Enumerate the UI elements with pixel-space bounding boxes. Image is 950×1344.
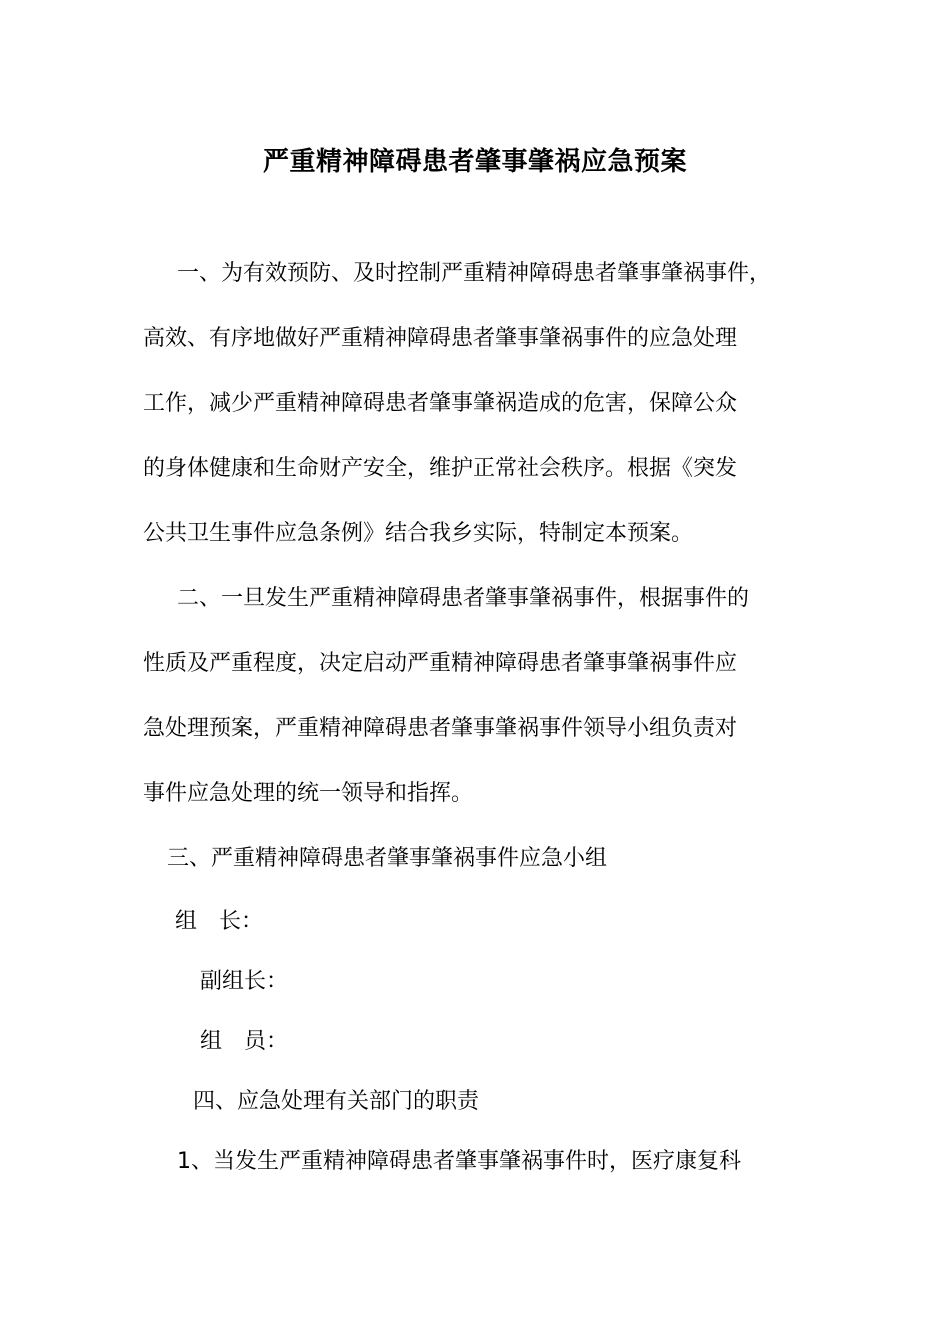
deputy-leader-label: 副组长： — [200, 969, 289, 994]
paragraph-1-line-3: 工作，减少严重精神障碍患者肇事肇祸造成的危害，保障公众 — [143, 391, 738, 416]
section-3-heading: 三、严重精神障碍患者肇事肇祸事件应急小组 — [167, 846, 608, 871]
paragraph-1-line-5: 公共卫生事件应急条例》结合我乡实际，特制定本预案。 — [143, 521, 694, 546]
paragraph-1-line-2: 高效、有序地做好严重精神障碍患者肇事肇祸事件的应急处理 — [143, 326, 738, 351]
paragraph-2-line-4: 事件应急处理的统一领导和指挥。 — [143, 781, 474, 806]
document-title: 严重精神障碍患者肇事肇祸应急预案 — [262, 147, 687, 177]
group-leader-label: 组 长： — [175, 909, 264, 934]
section-4-heading: 四、应急处理有关部门的职责 — [193, 1089, 480, 1114]
group-member-label: 组 员： — [200, 1029, 289, 1054]
section-4-item-1: 1、当发生严重精神障碍患者肇事肇祸事件时，医疗康复科 — [177, 1149, 741, 1174]
paragraph-2-line-1: 二、一旦发生严重精神障碍患者肇事肇祸事件，根据事件的 — [177, 586, 750, 611]
paragraph-2-line-3: 急处理预案，严重精神障碍患者肇事肇祸事件领导小组负责对 — [143, 716, 738, 741]
paragraph-1-line-4: 的身体健康和生命财产安全，维护正常社会秩序。根据《突发 — [143, 456, 738, 481]
paragraph-1-line-1: 一、为有效预防、及时控制严重精神障碍患者肇事肇祸事件， — [177, 261, 772, 286]
paragraph-2-line-2: 性质及严重程度，决定启动严重精神障碍患者肇事肇祸事件应 — [143, 651, 738, 676]
